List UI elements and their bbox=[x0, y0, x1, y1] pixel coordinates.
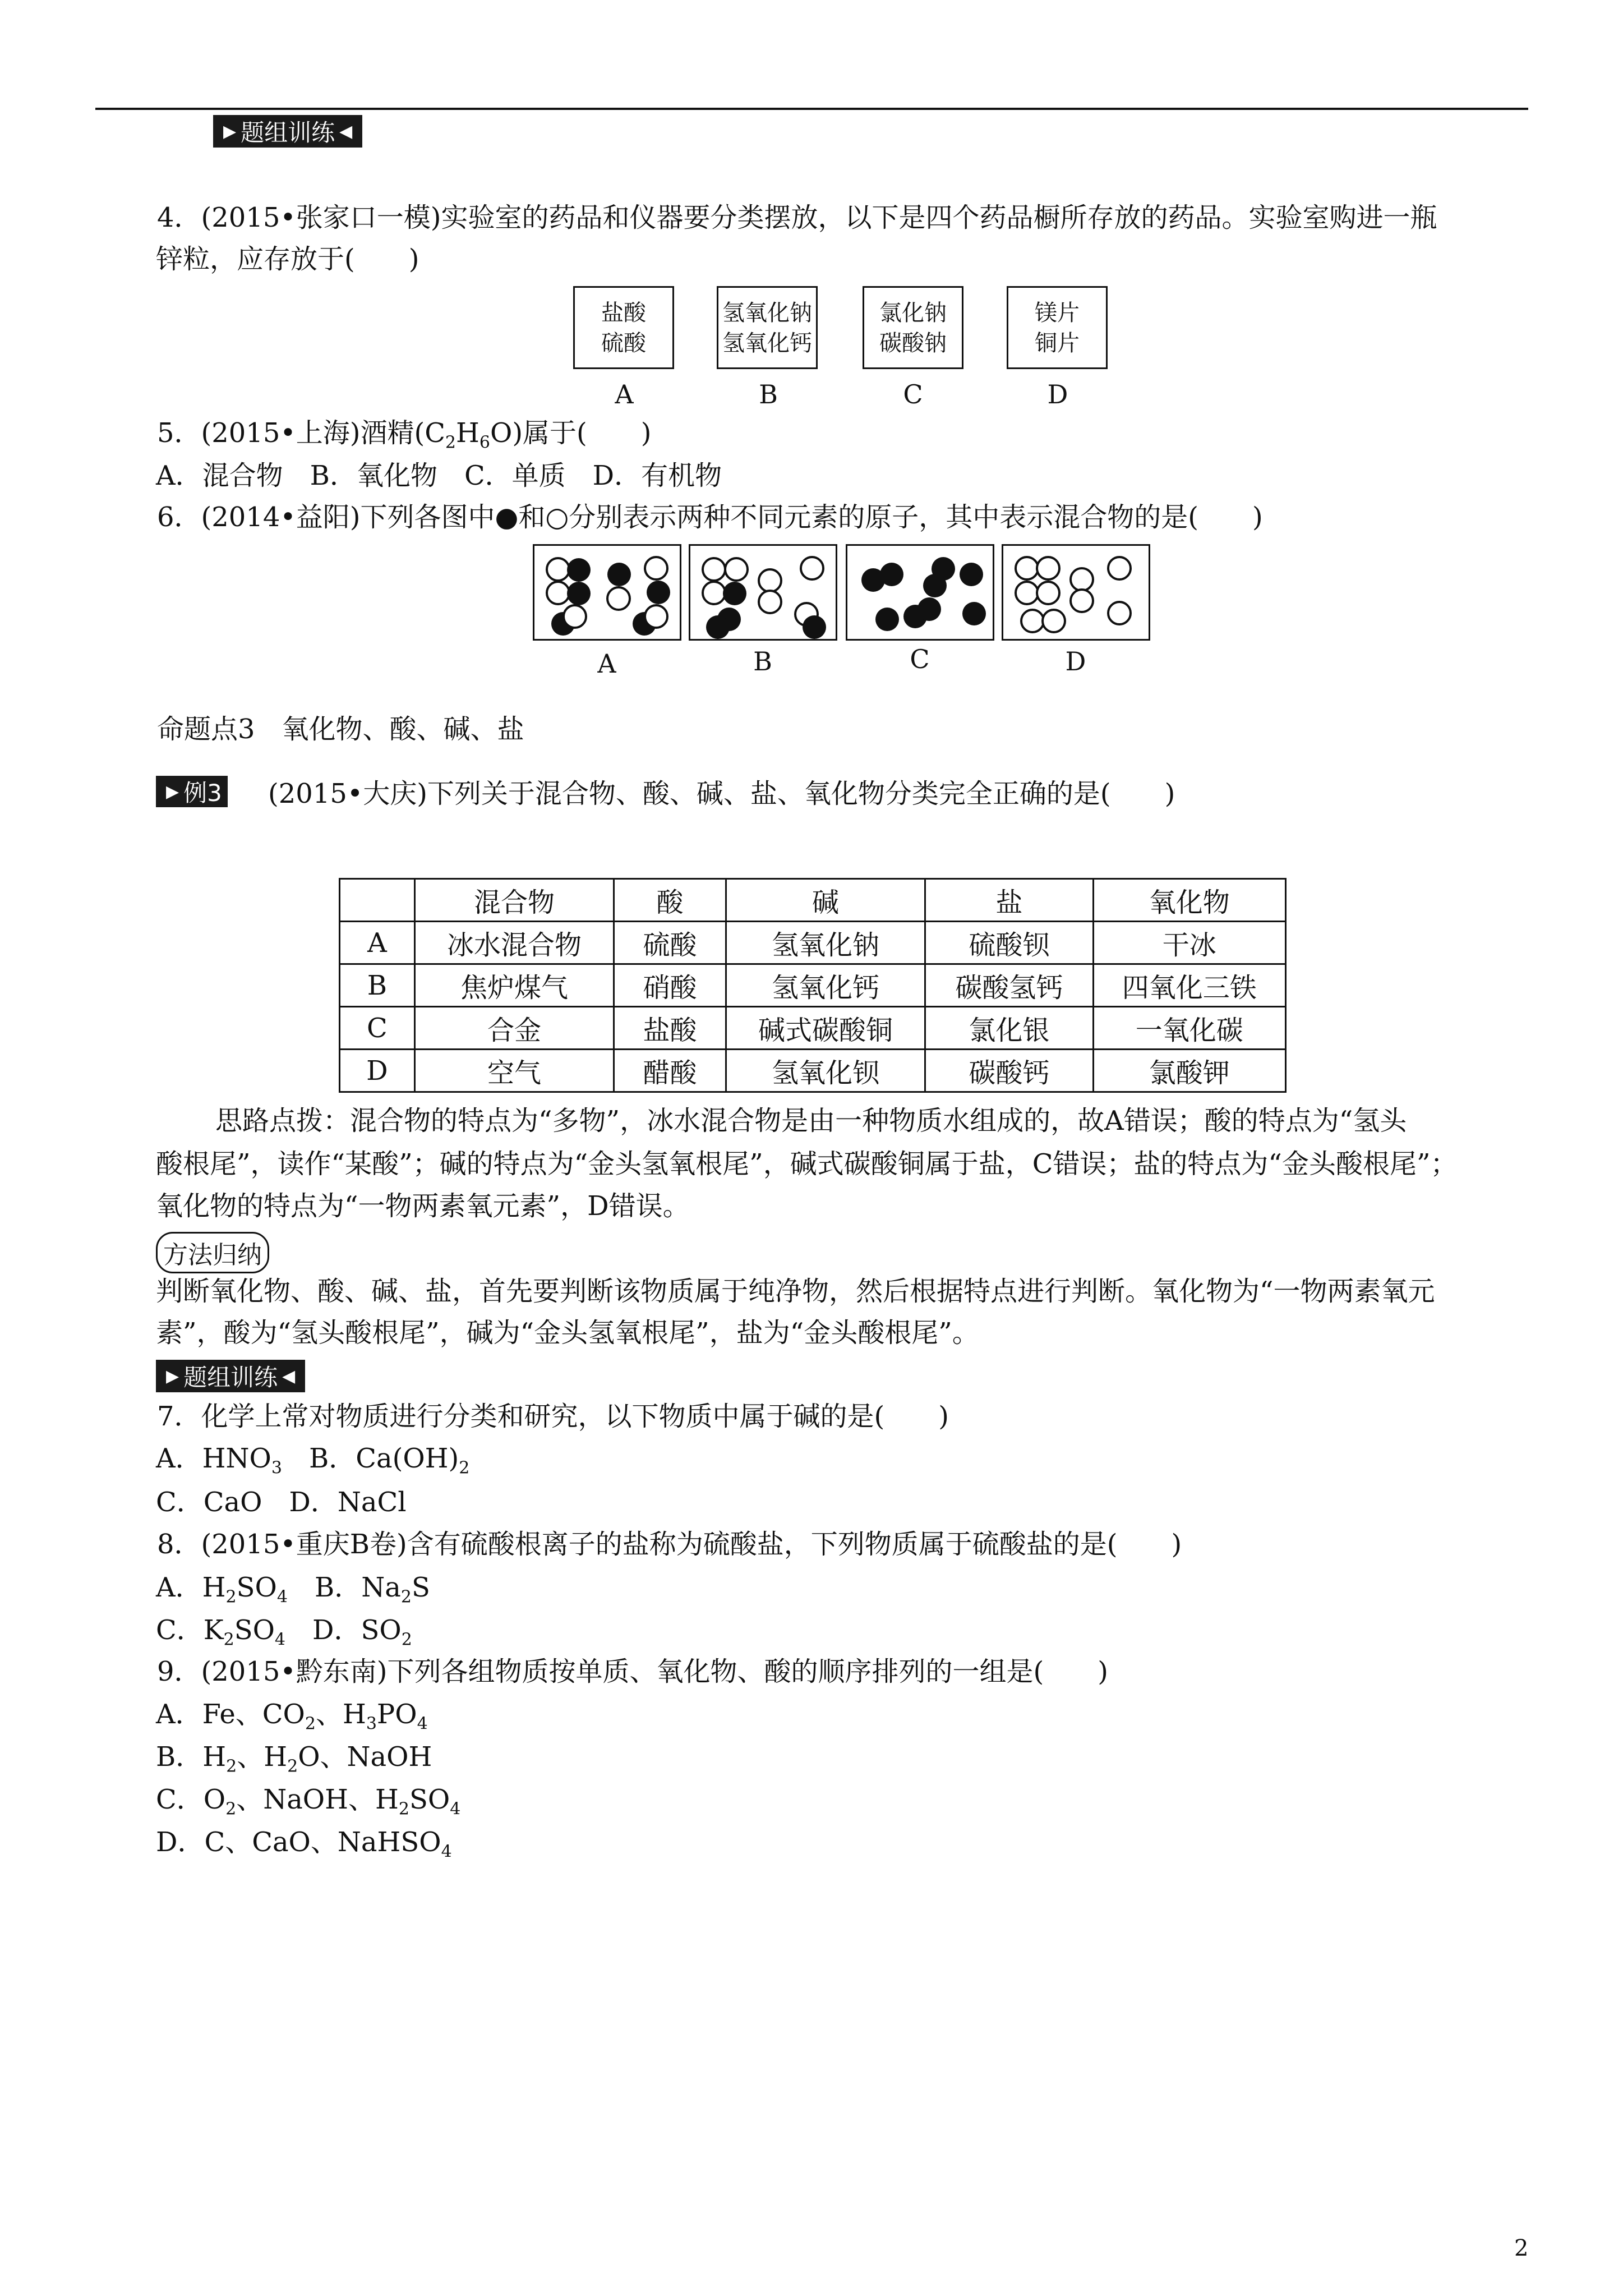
diagram-d-label: D bbox=[1065, 646, 1086, 677]
question-7-options-ab: A．$HNO_3$ B．$Ca(OH)_2$ bbox=[156, 1443, 470, 1478]
white-atom bbox=[1041, 609, 1066, 633]
play-right-icon: ▶ bbox=[166, 1366, 179, 1386]
question-9-option-a: A．Fe、$CO_2$、$H_3PO_4$ bbox=[156, 1699, 428, 1734]
particle-diagram-c bbox=[846, 544, 994, 641]
question-5-options: A．混合物 B．氧化物 C．单质 D．有机物 bbox=[156, 460, 722, 491]
header-rule bbox=[95, 108, 1528, 110]
white-atom bbox=[1036, 556, 1061, 581]
white-atom bbox=[562, 604, 587, 629]
black-atom bbox=[880, 563, 903, 586]
question-8-options-ab: A．$H_2SO_4$ B．$Na_2S$ bbox=[156, 1572, 430, 1607]
black-atom bbox=[917, 597, 941, 621]
analysis-line-2: 酸根尾”，读作“某酸”；碱的特点为“金头氢氧根尾”，碱式碳酸铜属于盐，C错误；盐的特点为“金头酸根尾”； bbox=[156, 1148, 1458, 1180]
black-atom bbox=[803, 615, 826, 639]
shelf-d: 镁片 铜片 bbox=[1007, 286, 1108, 369]
question-7-stem: 7．化学上常对物质进行分类和研究，以下物质中属于碱的是( ) bbox=[157, 1401, 949, 1432]
play-right-icon: ▶ bbox=[223, 121, 237, 141]
black-atom bbox=[706, 615, 730, 639]
analysis-line-3: 氧化物的特点为“一物两素氧元素”，D错误。 bbox=[156, 1190, 690, 1222]
white-atom bbox=[702, 557, 726, 582]
black-atom bbox=[567, 558, 591, 582]
method-summary-badge: 方法归纳 bbox=[156, 1232, 269, 1273]
section-tag-label: 题组训练 bbox=[241, 119, 335, 146]
example-3-tag: ▶ 例3 bbox=[156, 776, 228, 807]
example-3-stem: (2015•大庆)下列关于混合物、酸、碱、盐、氧化物分类完全正确的是( ) bbox=[268, 778, 1175, 809]
white-atom bbox=[1107, 601, 1132, 625]
particle-diagram-d bbox=[1002, 544, 1150, 641]
black-atom bbox=[962, 602, 986, 625]
table-row: D 空气 醋酸 氢氧化钡 碳酸钙 氯酸钾 bbox=[340, 1050, 1286, 1092]
black-atom bbox=[567, 582, 591, 605]
method-line-1: 判断氧化物、酸、碱、盐，首先要判断该物质属于纯净物，然后根据特点进行判断。氧化物为“一物两素氧元 bbox=[156, 1276, 1435, 1307]
white-atom bbox=[644, 604, 668, 629]
white-atom bbox=[606, 586, 631, 611]
black-atom bbox=[723, 582, 746, 605]
question-9-option-d: D．C、CaO、NaHSO$_4$ bbox=[156, 1826, 452, 1862]
method-line-2: 素”，酸为“氢头酸根尾”，碱为“金头氢氧根尾”，盐为“金头酸根尾”。 bbox=[156, 1317, 979, 1349]
shelf-d-label: D bbox=[1047, 379, 1068, 409]
black-atom bbox=[875, 608, 899, 631]
black-atom bbox=[960, 563, 983, 586]
play-right-icon: ▶ bbox=[166, 781, 179, 802]
play-left-icon: ◀ bbox=[282, 1366, 296, 1386]
page-number: 2 bbox=[1514, 2235, 1529, 2261]
question-4-line-1: 4．(2015•张家口一模)实验室的药品和仪器要分类摆放，以下是四个药品橱所存放的药品。实验室购进一瓶 bbox=[157, 202, 1437, 233]
white-atom bbox=[758, 590, 782, 614]
table-row: C 合金 盐酸 碱式碳酸铜 氯化银 一氧化碳 bbox=[340, 1007, 1286, 1050]
question-9-stem: 9．(2015•黔东南)下列各组物质按单质、氧化物、酸的顺序排列的一组是( ) bbox=[157, 1656, 1108, 1687]
question-5-stem: 5．(2015•上海)酒精$(C_2H_6O)$属于( ) bbox=[157, 417, 652, 453]
table-header-row: 混合物 酸 碱 盐 氧化物 bbox=[340, 879, 1286, 922]
diagram-a-label: A bbox=[597, 648, 616, 679]
table-row: A 冰水混合物 硫酸 氢氧化钠 硫酸钡 干冰 bbox=[340, 922, 1286, 964]
shelf-b-label: B bbox=[759, 379, 778, 409]
shelf-b: 氢氧化钠 氢氧化钙 bbox=[717, 286, 818, 369]
topic-3-heading: 命题点3 氧化物、酸、碱、盐 bbox=[157, 714, 524, 745]
shelf-c-label: C bbox=[903, 379, 923, 409]
table-row: B 焦炉煤气 硝酸 氢氧化钙 碳酸氢钙 四氧化三铁 bbox=[340, 964, 1286, 1007]
diagram-b-label: B bbox=[753, 646, 772, 677]
black-atom bbox=[923, 574, 947, 597]
shelf-c: 氯化钠 碳酸钠 bbox=[863, 286, 963, 369]
section-tag-label: 题组训练 bbox=[183, 1364, 278, 1391]
diagram-c-label: C bbox=[910, 644, 930, 674]
white-atom bbox=[1069, 588, 1094, 613]
white-atom bbox=[1036, 581, 1061, 605]
play-left-icon: ◀ bbox=[339, 121, 353, 141]
shelf-a-label: A bbox=[615, 379, 634, 409]
question-4-line-2: 锌粒，应存放于( ) bbox=[156, 243, 419, 275]
section-tag-practice-1 bbox=[213, 115, 362, 148]
white-atom bbox=[800, 556, 824, 581]
question-8-options-cd: C．$K_2SO_4$ D．$SO_2$ bbox=[156, 1614, 412, 1650]
analysis-line-1: 思路点拨：混合物的特点为“多物”，冰水混合物是由一种物质水组成的，故A错误；酸的特点为“氢头 bbox=[215, 1105, 1407, 1137]
question-8-stem: 8．(2015•重庆B卷)含有硫酸根离子的盐称为硫酸盐，下列物质属于硫酸盐的是( ) bbox=[157, 1529, 1182, 1560]
question-9-option-c: C．$O_2$、NaOH、$H_2SO_4$ bbox=[156, 1784, 461, 1819]
white-atom bbox=[1107, 556, 1132, 581]
section-tag-practice-2 bbox=[156, 1360, 305, 1392]
white-atom bbox=[724, 557, 749, 582]
black-atom bbox=[607, 563, 631, 586]
white-atom bbox=[644, 556, 668, 581]
particle-diagram-a bbox=[533, 544, 681, 641]
particle-diagram-b bbox=[689, 544, 837, 641]
question-7-options-cd: C．CaO D．NaCl bbox=[156, 1487, 407, 1518]
classification-table bbox=[339, 878, 1287, 1093]
shelf-a: 盐酸 硫酸 bbox=[573, 286, 674, 369]
black-atom bbox=[647, 581, 670, 604]
question-9-option-b: B．$H_2$、$H_2O$、NaOH bbox=[156, 1741, 432, 1777]
question-6-stem: 6．(2014•益阳)下列各图中●和○分别表示两种不同元素的原子，其中表示混合物的是( ) bbox=[157, 501, 1263, 533]
